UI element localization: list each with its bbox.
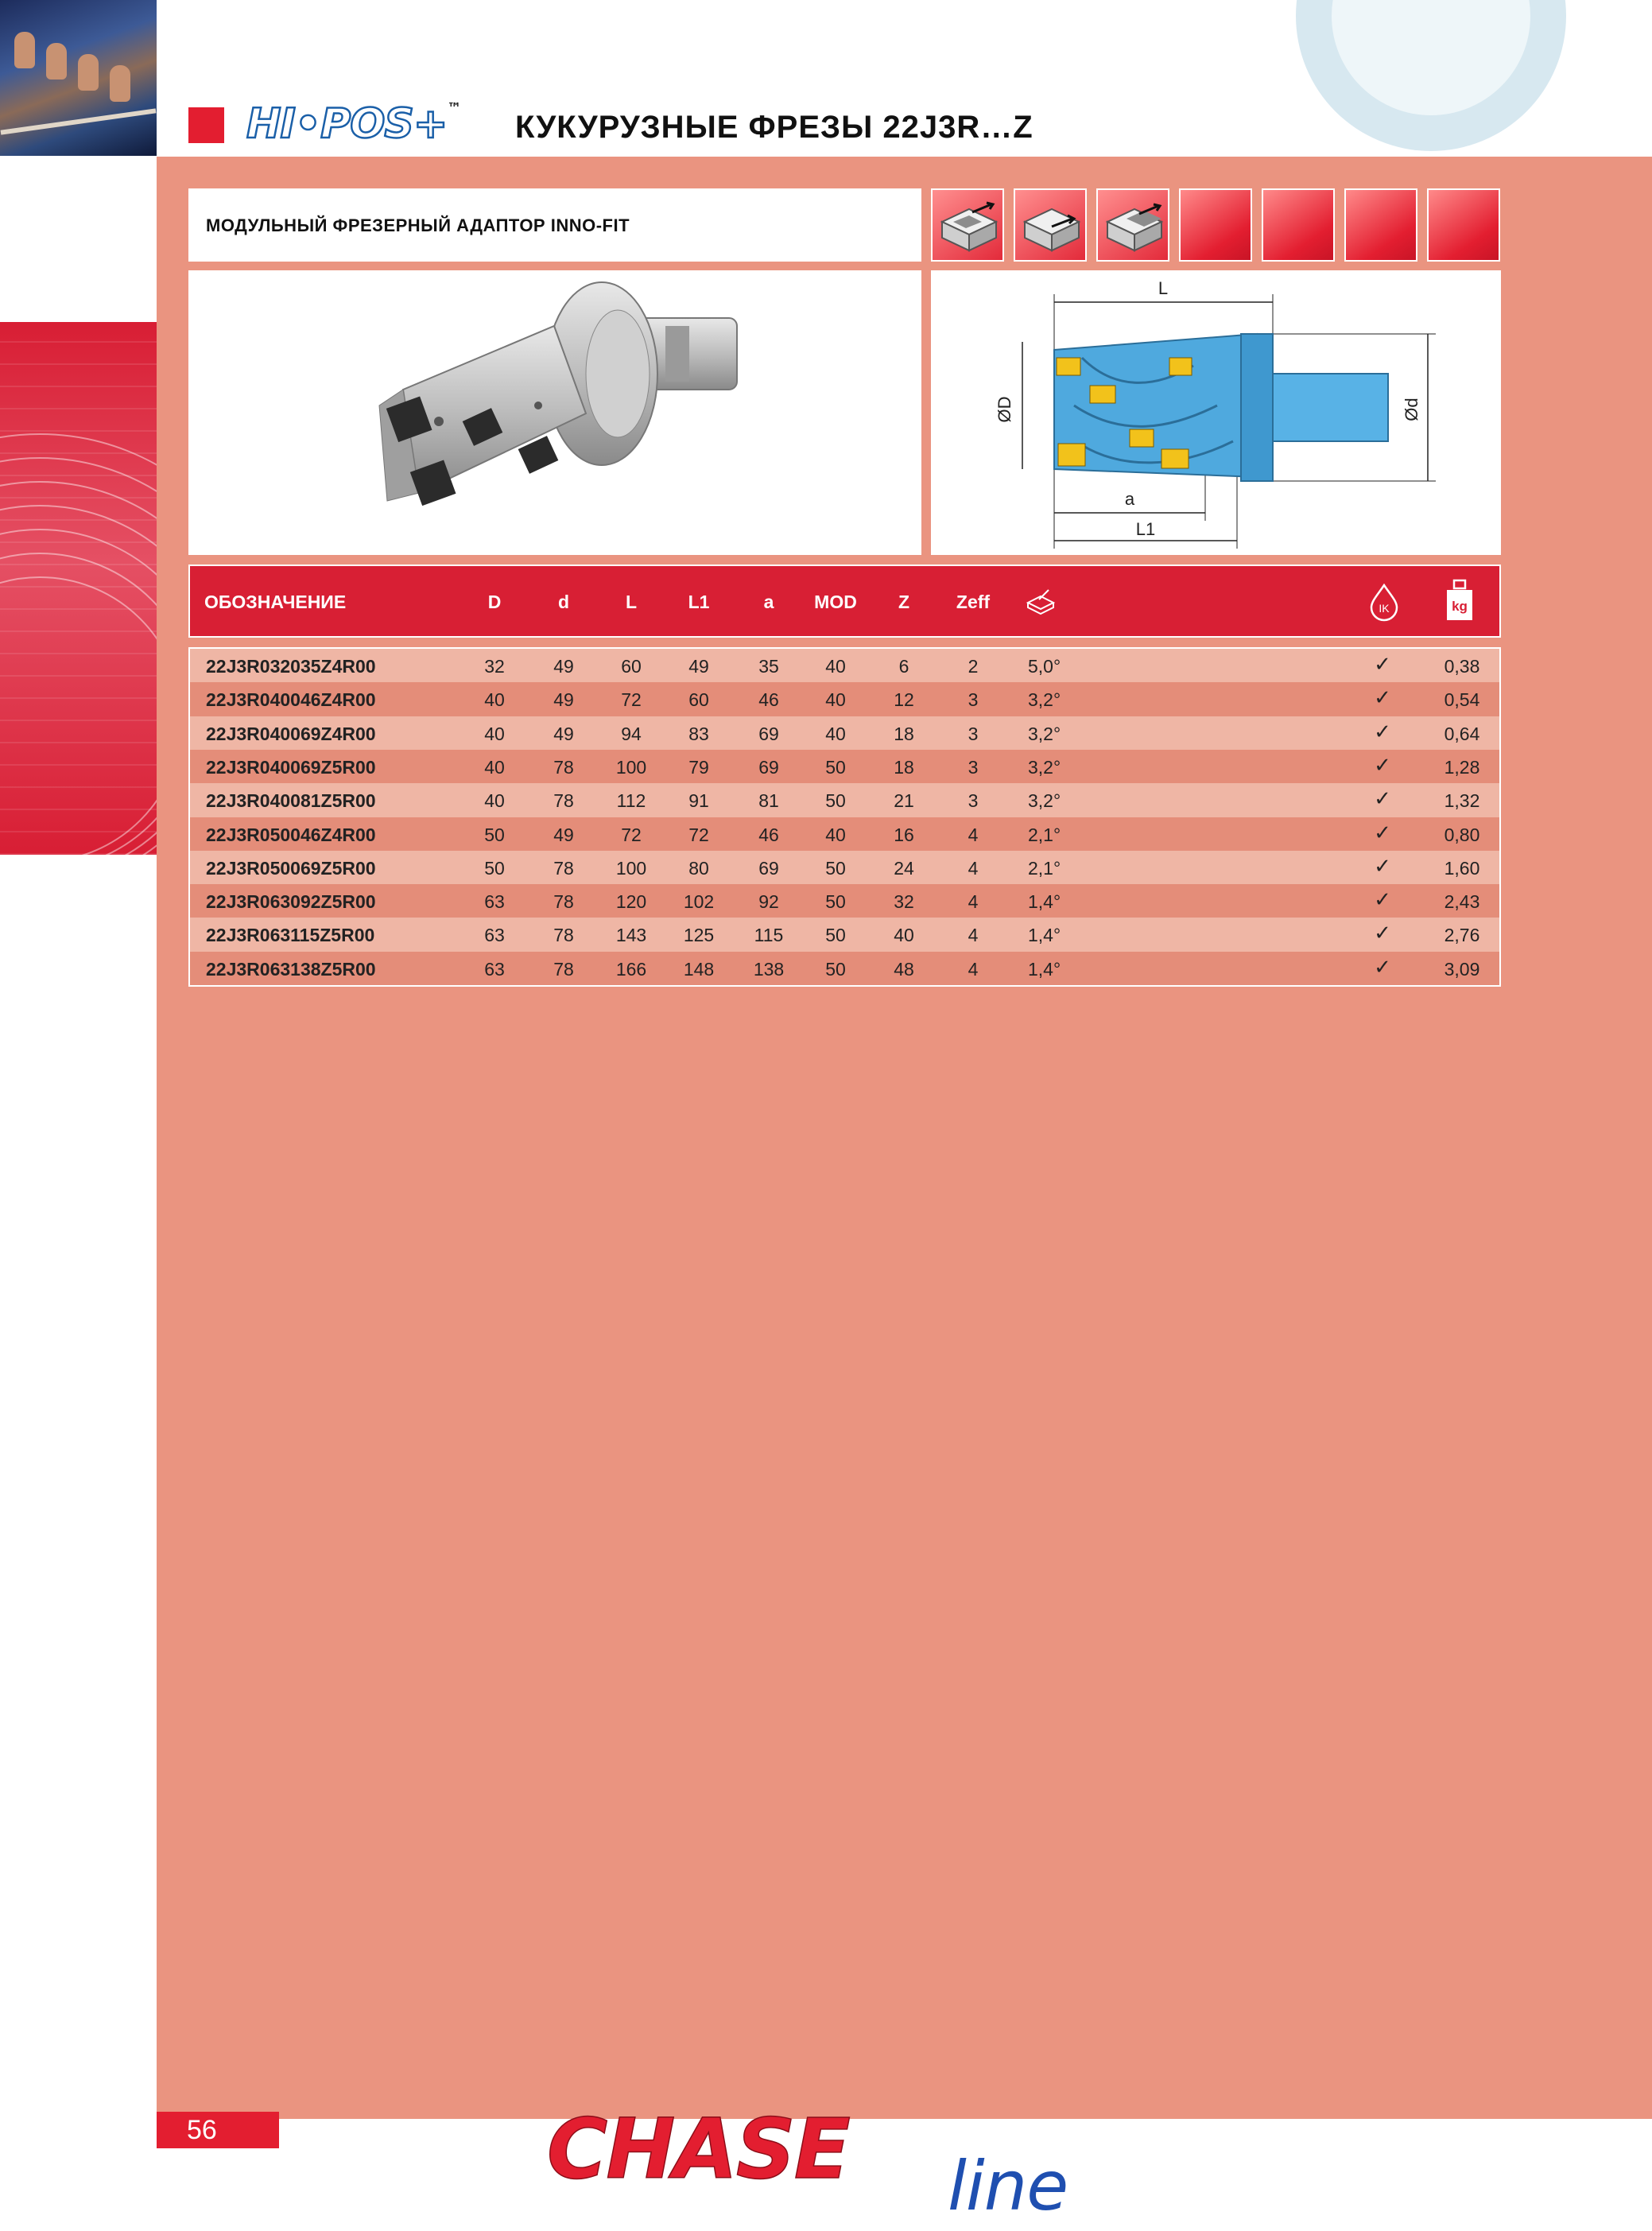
blank-icon-slot xyxy=(1179,188,1252,262)
cell-a: 46 xyxy=(758,689,779,711)
code: 22J3R040046Z4R00 xyxy=(206,689,376,711)
cell-Zeff: 3 xyxy=(968,790,979,812)
code: 22J3R050046Z4R00 xyxy=(206,824,376,845)
cell-d: 78 xyxy=(553,891,574,913)
cell-L1: 72 xyxy=(688,824,709,845)
dim-label-L: L xyxy=(1158,278,1169,298)
code: 22J3R040081Z5R00 xyxy=(206,790,376,812)
cell-L: 112 xyxy=(616,790,646,812)
cell-L: 166 xyxy=(615,958,647,980)
col-header-designation: ОБОЗНАЧЕНИЕ xyxy=(204,592,347,612)
cell-d: 78 xyxy=(553,857,574,879)
cell-internal-coolant: ✓ xyxy=(1374,922,1391,946)
dimension-diagram xyxy=(931,270,1501,555)
cell-Z: 12 xyxy=(894,689,914,711)
dim-label-L1: L1 xyxy=(1135,519,1156,539)
cell-weight: 2,76 xyxy=(1444,925,1480,946)
cell-Zeff: 4 xyxy=(968,857,979,879)
code: 22J3R040069Z4R00 xyxy=(206,723,376,744)
col-header-Zeff: Zeff xyxy=(956,592,991,612)
face-milling-icon xyxy=(1014,188,1087,262)
cell-L: 100 xyxy=(615,756,647,778)
cell-D: 40 xyxy=(484,790,505,812)
cell-D: 50 xyxy=(484,857,505,879)
table-row xyxy=(190,649,1499,683)
code: 22J3R063115Z5R00 xyxy=(206,925,375,946)
internal-coolant-icon xyxy=(1367,582,1402,622)
cell-Z: 16 xyxy=(894,824,914,845)
cell-weight: 1,28 xyxy=(1444,756,1480,778)
cell-D: 63 xyxy=(484,925,505,946)
cell-Zeff: 4 xyxy=(968,891,979,913)
milling-cutter-illustration xyxy=(188,270,921,555)
shoulder-milling-icon xyxy=(1096,188,1169,262)
cell-L1: 80 xyxy=(688,857,709,879)
cell-a: 92 xyxy=(758,891,779,913)
ramp-angle-icon xyxy=(1025,587,1057,615)
chaseline-logo-main: CHASE xyxy=(547,2101,849,2198)
cell-ramp-angle: 1,4° xyxy=(1028,891,1061,913)
decorative-circle xyxy=(1296,0,1566,159)
table-row xyxy=(190,716,1499,751)
cell-D: 63 xyxy=(484,891,505,913)
cell-Zeff: 3 xyxy=(968,756,979,778)
cell-ramp-angle: 1,4° xyxy=(1028,958,1061,980)
code: 22J3R063138Z5R00 xyxy=(206,958,376,980)
svg-text:IK: IK xyxy=(1379,602,1390,615)
table-row xyxy=(190,851,1499,885)
cell-L: 72 xyxy=(621,689,642,711)
col-header-D: D xyxy=(487,592,502,612)
cell-ramp-angle: 2,1° xyxy=(1028,857,1061,879)
cell-ramp-angle: 5,0° xyxy=(1028,656,1061,677)
code: 22J3R040069Z5R00 xyxy=(206,756,376,778)
cell-Z: 6 xyxy=(898,656,909,677)
cell-MOD: 50 xyxy=(825,756,846,778)
col-header-MOD: MOD xyxy=(814,592,857,612)
cell-Zeff: 4 xyxy=(968,958,979,980)
cell-ramp-angle: 1,4° xyxy=(1028,925,1061,946)
header-marker xyxy=(188,107,224,143)
cell-weight: 1,32 xyxy=(1444,790,1480,812)
cell-L: 120 xyxy=(615,891,647,913)
table-row xyxy=(190,952,1499,986)
cell-ramp-angle: 3,2° xyxy=(1028,723,1061,744)
cell-a: 115 xyxy=(754,925,784,946)
cell-MOD: 40 xyxy=(825,824,846,845)
cell-Z: 21 xyxy=(894,790,914,812)
cell-internal-coolant: ✓ xyxy=(1374,787,1391,812)
cell-L1: 60 xyxy=(688,689,709,711)
cell-a: 35 xyxy=(758,656,779,677)
cell-D: 50 xyxy=(484,824,505,845)
cell-Z: 32 xyxy=(894,891,914,913)
col-header-d: d xyxy=(557,592,570,612)
dim-label-D: ØD xyxy=(995,396,1014,423)
header-photo-rowers xyxy=(0,0,157,156)
subtitle-box xyxy=(188,188,921,262)
table-header xyxy=(188,565,1501,638)
cell-internal-coolant: ✓ xyxy=(1374,821,1391,845)
cell-weight: 3,09 xyxy=(1444,958,1480,980)
slot-milling-icon xyxy=(931,188,1004,262)
table-row xyxy=(190,884,1499,918)
cell-Zeff: 4 xyxy=(968,925,979,946)
cell-L: 60 xyxy=(621,656,642,677)
cell-MOD: 50 xyxy=(825,891,846,913)
cell-Zeff: 3 xyxy=(968,689,979,711)
cell-Zeff: 2 xyxy=(968,656,979,677)
cell-L: 143 xyxy=(615,925,647,946)
cell-L1: 49 xyxy=(688,656,709,677)
cell-L1: 125 xyxy=(683,925,715,946)
cell-L1: 83 xyxy=(688,723,709,744)
cell-MOD: 40 xyxy=(825,689,846,711)
cell-MOD: 50 xyxy=(825,857,846,879)
cell-d: 49 xyxy=(553,689,574,711)
cell-L1: 91 xyxy=(688,790,709,812)
cell-ramp-angle: 2,1° xyxy=(1028,824,1061,845)
cell-internal-coolant: ✓ xyxy=(1374,888,1391,913)
cell-MOD: 50 xyxy=(825,925,846,946)
cell-d: 78 xyxy=(553,756,574,778)
code: 22J3R050069Z5R00 xyxy=(206,857,376,879)
section-subtitle: МОДУЛЬНЫЙ ФРЕЗЕРНЫЙ АДАПТОР INNO-FIT xyxy=(206,215,630,235)
table-row xyxy=(190,817,1499,852)
cell-d: 78 xyxy=(553,790,574,812)
svg-text:kg: kg xyxy=(1452,599,1468,614)
cell-d: 49 xyxy=(553,723,574,744)
col-header-L: L xyxy=(625,592,638,612)
cell-d: 49 xyxy=(553,824,574,845)
cell-a: 46 xyxy=(758,824,779,845)
blank-icon-slot xyxy=(1344,188,1417,262)
cell-D: 40 xyxy=(484,756,505,778)
cell-a: 69 xyxy=(758,723,779,744)
code: 22J3R032035Z4R00 xyxy=(206,656,376,677)
cell-weight: 0,38 xyxy=(1444,656,1480,677)
col-header-L1: L1 xyxy=(688,592,710,612)
cell-Z: 48 xyxy=(894,958,914,980)
cell-d: 78 xyxy=(553,925,574,946)
table-row xyxy=(190,918,1499,952)
cell-a: 69 xyxy=(758,857,779,879)
blank-icon-slot xyxy=(1427,188,1500,262)
technical-diagram-box xyxy=(931,270,1501,555)
cell-D: 40 xyxy=(484,723,505,744)
decorative-swirl-band xyxy=(0,322,157,855)
chaseline-logo-sub: line xyxy=(948,2147,1068,2226)
cell-ramp-angle: 3,2° xyxy=(1028,790,1061,812)
cell-internal-coolant: ✓ xyxy=(1374,955,1391,980)
cell-d: 78 xyxy=(553,958,574,980)
cell-ramp-angle: 3,2° xyxy=(1028,689,1061,711)
cell-L1: 148 xyxy=(683,958,715,980)
cell-internal-coolant: ✓ xyxy=(1374,653,1391,677)
page-title: КУКУРУЗНЫЕ ФРЕЗЫ 22J3R…Z xyxy=(515,110,1033,145)
cell-L1: 79 xyxy=(688,756,709,778)
cell-Z: 40 xyxy=(894,925,914,946)
cell-Z: 18 xyxy=(894,723,914,744)
cell-D: 63 xyxy=(484,958,505,980)
hipos-logo: HI•POS+™ xyxy=(246,100,461,148)
product-table xyxy=(188,647,1501,987)
cell-weight: 0,64 xyxy=(1444,723,1480,744)
cell-L: 100 xyxy=(615,857,647,879)
cell-L: 72 xyxy=(621,824,642,845)
blank-icon-slot xyxy=(1262,188,1335,262)
cell-a: 138 xyxy=(753,958,785,980)
cell-L: 94 xyxy=(621,723,642,744)
cell-d: 49 xyxy=(553,656,574,677)
cell-weight: 1,60 xyxy=(1444,857,1480,879)
cell-Zeff: 4 xyxy=(968,824,979,845)
page-number: 56 xyxy=(187,2115,217,2145)
code: 22J3R063092Z5R00 xyxy=(206,891,376,913)
cell-weight: 2,43 xyxy=(1444,891,1480,913)
product-image-box xyxy=(188,270,921,555)
cell-weight: 0,54 xyxy=(1444,689,1480,711)
cell-internal-coolant: ✓ xyxy=(1374,753,1391,778)
cell-internal-coolant: ✓ xyxy=(1374,686,1391,711)
col-header-Z: Z xyxy=(898,592,910,612)
col-header-a: a xyxy=(763,592,774,612)
cell-D: 32 xyxy=(484,656,505,677)
cell-a: 81 xyxy=(758,790,779,812)
weight-kg-icon xyxy=(1444,579,1476,625)
page-number-box xyxy=(157,2112,279,2148)
cell-Zeff: 3 xyxy=(968,723,979,744)
cell-internal-coolant: ✓ xyxy=(1374,720,1391,744)
cell-MOD: 50 xyxy=(825,790,846,812)
cell-weight: 0,80 xyxy=(1444,824,1480,845)
cell-MOD: 40 xyxy=(825,656,846,677)
table-row xyxy=(190,783,1499,817)
dim-label-a: a xyxy=(1124,489,1135,509)
cell-internal-coolant: ✓ xyxy=(1374,854,1391,879)
operation-icons xyxy=(931,188,1500,262)
cell-Z: 24 xyxy=(894,857,914,879)
cell-a: 69 xyxy=(758,756,779,778)
cell-L1: 102 xyxy=(683,891,715,913)
table-row xyxy=(190,682,1499,716)
cell-MOD: 40 xyxy=(825,723,846,744)
dim-label-d: Ød xyxy=(1402,398,1421,421)
cell-Z: 18 xyxy=(894,756,914,778)
cell-MOD: 50 xyxy=(825,958,846,980)
cell-ramp-angle: 3,2° xyxy=(1028,756,1061,778)
table-row xyxy=(190,750,1499,784)
cell-D: 40 xyxy=(484,689,505,711)
